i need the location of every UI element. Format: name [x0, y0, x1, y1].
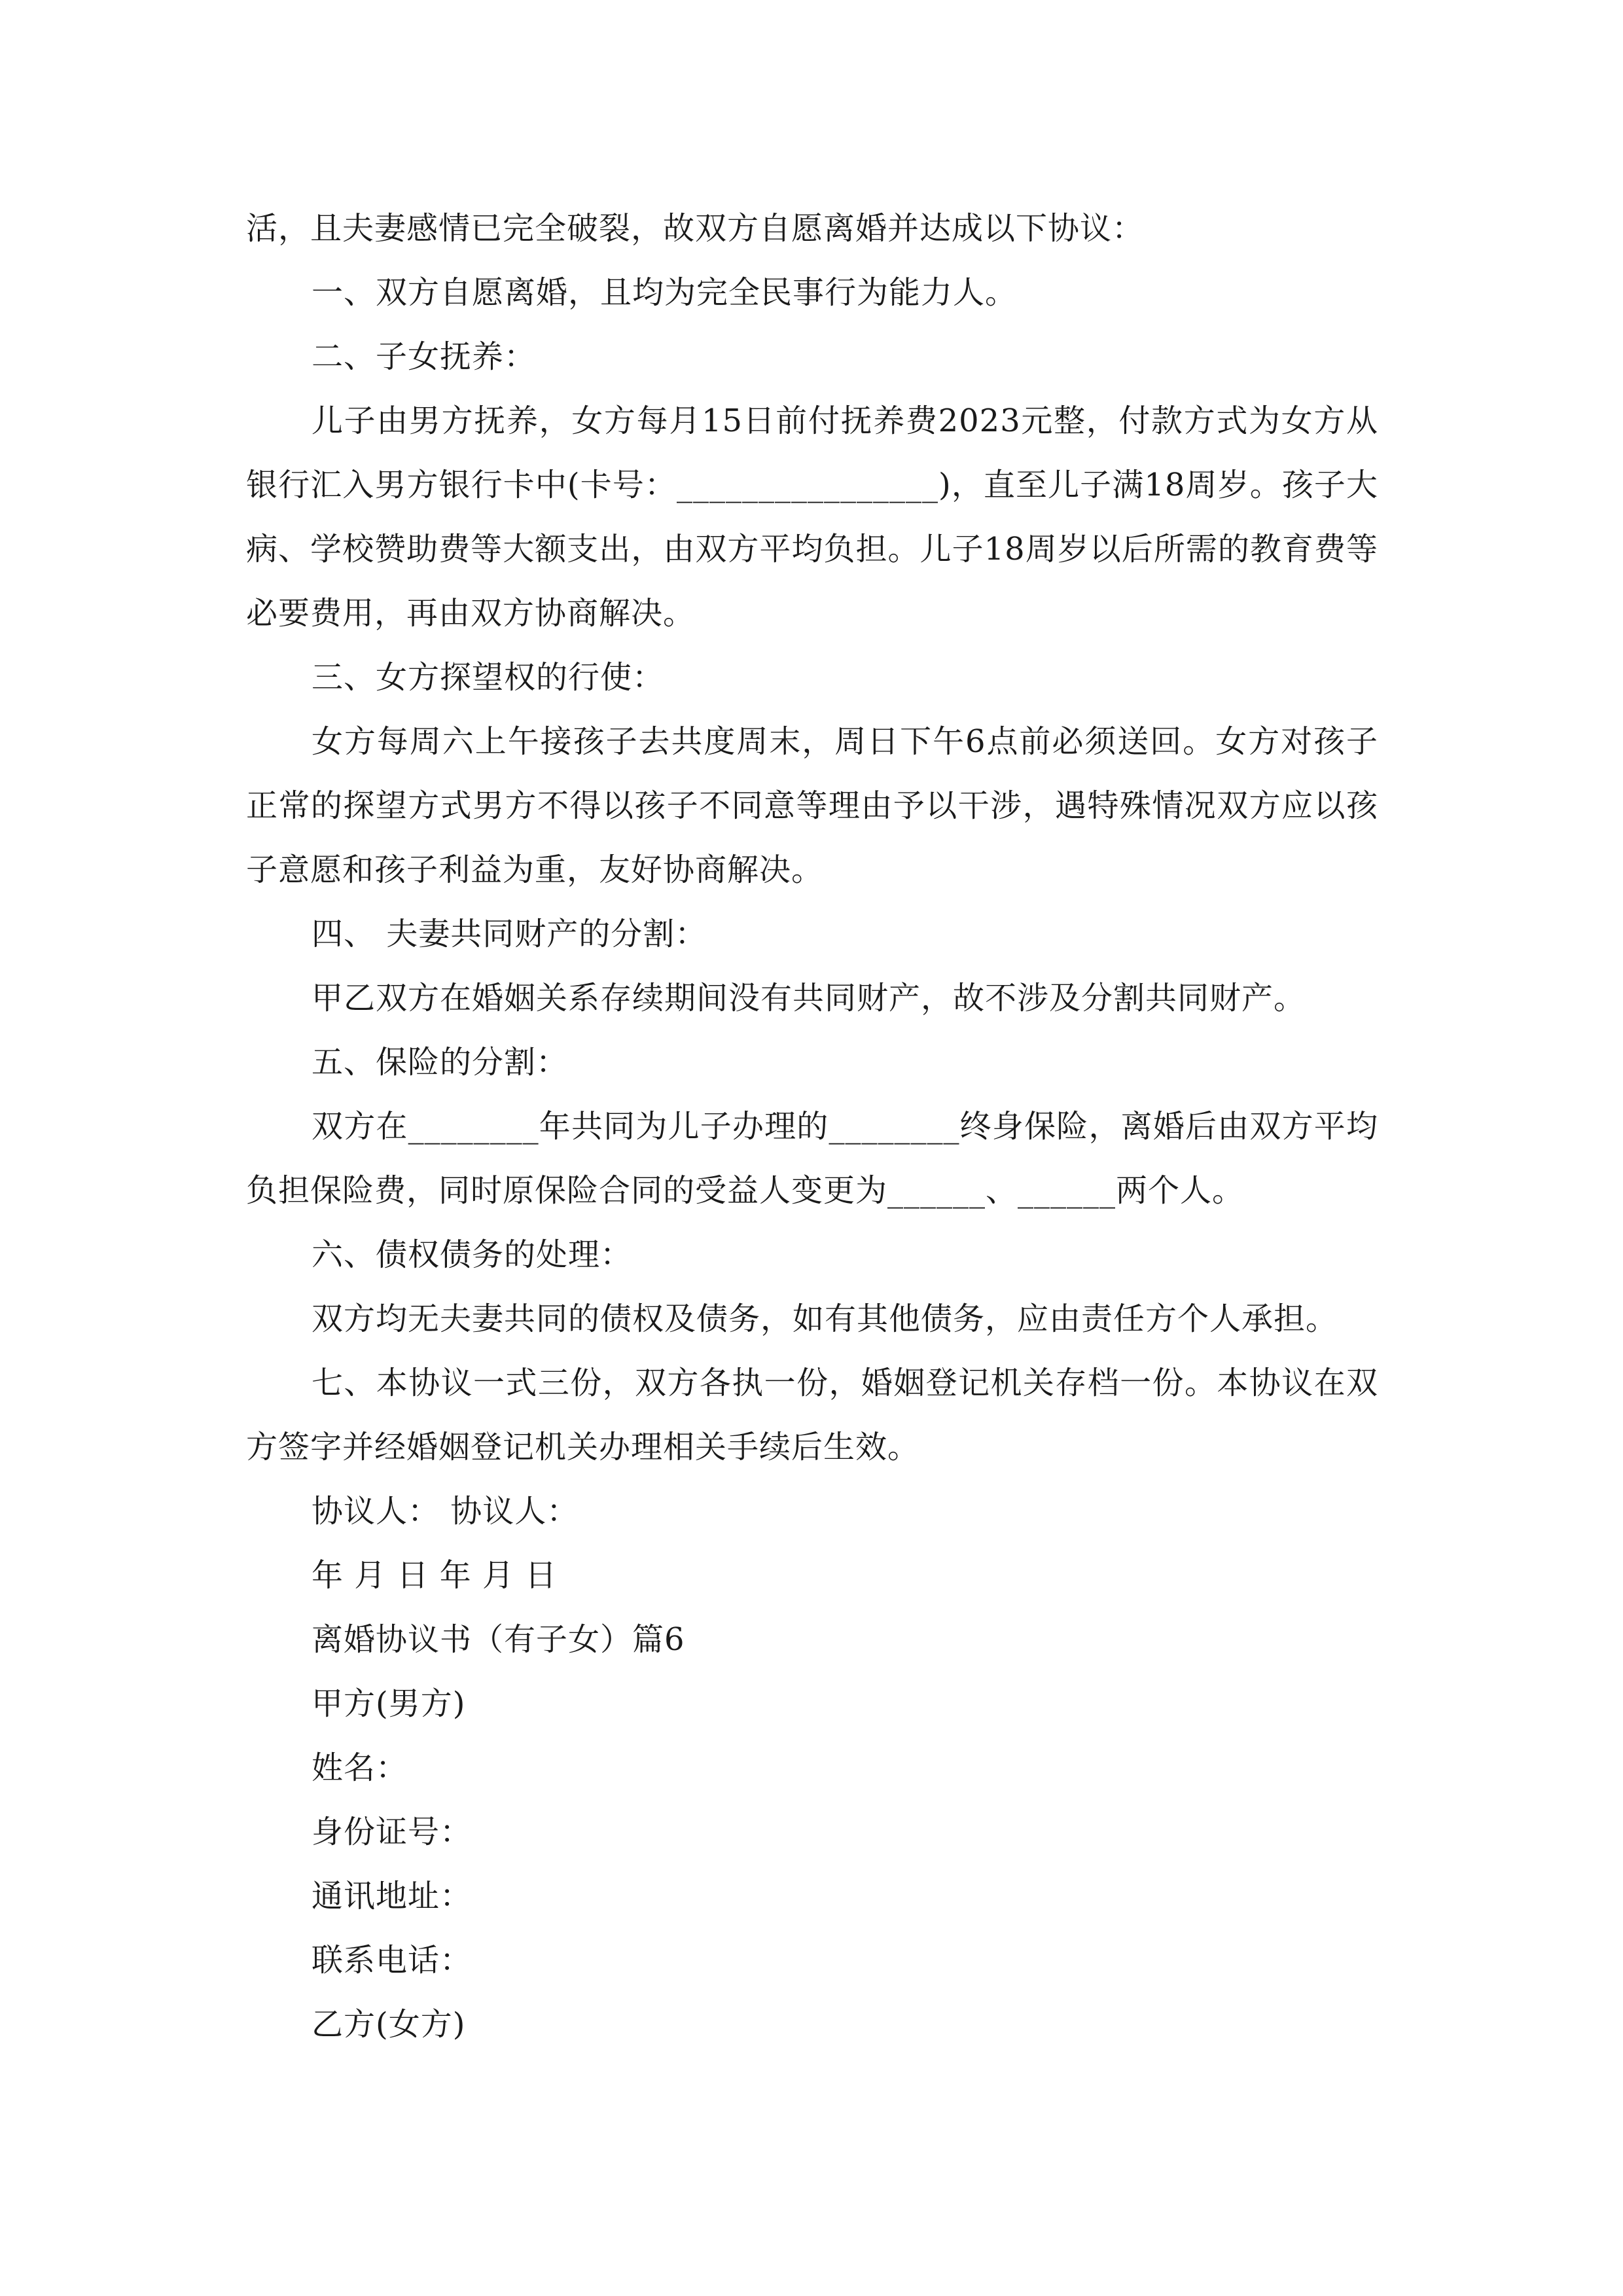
party-a-label: 甲方(男方) [312, 1685, 466, 1722]
date-line: 年 月 日 年 月 日 [312, 1557, 558, 1594]
clause-2-body: 儿子由男方抚养，女方每月15日前付抚养费2023元整，付款方式为女方从银行汇入男方银行卡中(卡号：________________)，直至儿子满18周岁。孩子大病、学校赞助费等大额支出，由双方平均负担。儿子18周岁以后所需的教育费等必要费用，再由双方协商解决。 [246, 403, 1378, 632]
clause-3-body: 女方每周六上午接孩子去共度周末，周日下午6点前必须送回。女方对孩子正常的探望方式男方不得以孩子不同意等理由予以干涉，遇特殊情况双方应以孩子意愿和孩子利益为重，友好协商解决。 [246, 723, 1378, 888]
clause-6-body: 双方均无夫妻共同的债权及债务，如有其他债务，应由责任方个人承担。 [312, 1300, 1338, 1337]
party-b-label: 乙方(女方) [312, 2006, 466, 2043]
section-title: 离婚协议书（有子女）篇6 [312, 1621, 685, 1658]
clause-6-heading: 六、债权债务的处理： [312, 1236, 633, 1273]
party-a-id: 身份证号： [312, 1814, 473, 1850]
clause-5-heading: 五、保险的分割： [312, 1044, 569, 1081]
clause-3-heading: 三、女方探望权的行使： [312, 659, 665, 696]
document-body [246, 196, 1378, 2056]
party-a-address: 通讯地址： [312, 1878, 473, 1914]
party-a-name: 姓名： [312, 1749, 408, 1786]
clause-4-heading: 四、 夫妻共同财产的分割： [312, 916, 707, 952]
clause-4-body: 甲乙双方在婚姻关系存续期间没有共同财产，故不涉及分割共同财产。 [312, 980, 1306, 1016]
clause-1: 一、双方自愿离婚，且均为完全民事行为能力人。 [312, 274, 1018, 311]
clause-2-heading: 二、子女抚养： [312, 338, 537, 375]
paragraph-intro: 活，且夫妻感情已完全破裂，故双方自愿离婚并达成以下协议： [246, 210, 1145, 247]
clause-7: 七、本协议一式三份，双方各执一份，婚姻登记机关存档一份。本协议在双方签字并经婚姻登记机关办理相关手续后生效。 [246, 1365, 1378, 1465]
party-a-phone: 联系电话： [312, 1942, 473, 1979]
signatories-line: 协议人： 协议人： [312, 1493, 579, 1530]
clause-5-body: 双方在________年共同为儿子办理的________终身保险，离婚后由双方平均负担保险费，同时原保险合同的受益人变更为______、______两个人。 [246, 1108, 1378, 1209]
